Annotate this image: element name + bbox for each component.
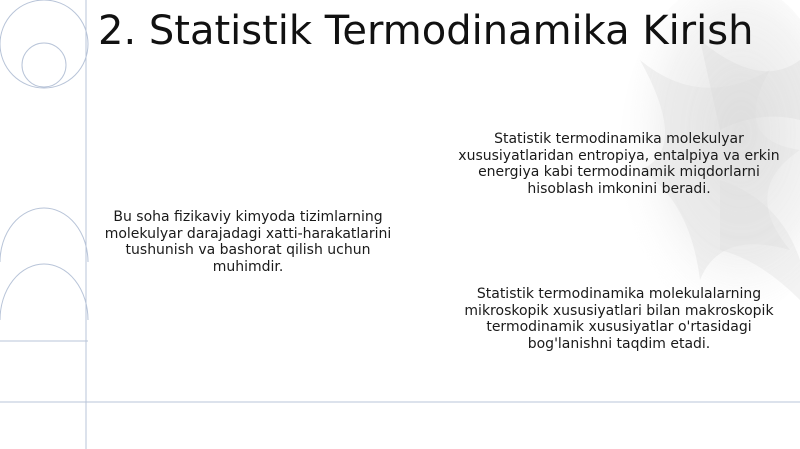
paragraph-right-top: Statistik termodinamika molekulyar xususiyatlaridan entropiya, entalpiya va erkin energiya kabi termodinamik miqdorlarni hisoblash imkonini beradi.	[458, 131, 780, 197]
paragraph-left: Bu soha fizikaviy kimyoda tizimlarning molekulyar darajadagi xatti-harakatlarini tushunish va bashorat qilish uchun muhimdir.	[104, 209, 392, 275]
slide-title: 2. Statistik Termodinamika Kirish	[98, 8, 754, 54]
paragraph-right-bottom: Statistik termodinamika molekulalarning mikroskopik xususiyatlari bilan makroskopik termodinamik xususiyatlar o'rtasidagi bog'lanishni taqdim etadi.	[464, 286, 774, 352]
